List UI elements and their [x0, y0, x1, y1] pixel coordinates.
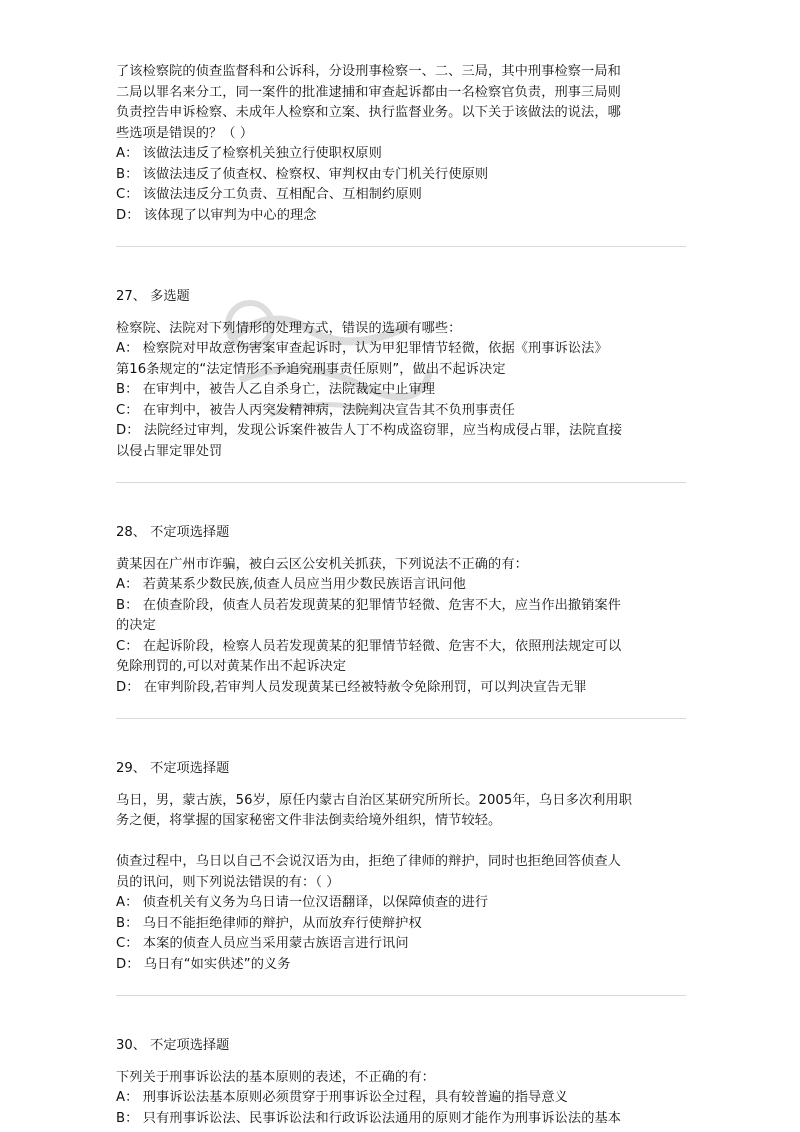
question-28	[116, 523, 686, 698]
option-b: B： 在侦查阶段，侦查人员若发现黄某的犯罪情节轻微、危害不大，应当作出撤销案件	[116, 597, 622, 613]
stem-line: 务之便，将掌握的国家秘密文件非法倒卖给境外组织，情节较轻。	[116, 813, 502, 828]
question-header: 28、 不定项选择题	[116, 525, 230, 540]
option-c: C： 在起诉阶段，检察人员若发现黄某的犯罪情节轻微、危害不大，依照刑法规定可以	[116, 638, 622, 654]
stem-line: 乌日，男，蒙古族，56岁，原任内蒙古自治区某研究所所长。2005年，乌日多次利用职	[116, 792, 633, 808]
option-d: D： 在审判阶段,若审判人员发现黄某已经被特赦令免除刑罚，可以判决宣告无罪	[116, 679, 587, 695]
option-a: A： 该做法违反了检察机关独立行使职权原则	[116, 146, 382, 161]
option-c-cont: 免除刑罚的,可以对黄某作出不起诉决定	[116, 659, 347, 674]
option-b: B： 乌日不能拒绝律师的辩护，从而放弃行使辩护权	[116, 915, 422, 931]
option-d: D： 法院经过审判，发现公诉案件被告人丁不构成盗窃罪，应当构成侵占罪，法院直接	[116, 423, 623, 438]
option-b: B： 只有刑事诉讼法、民事诉讼法和行政诉讼法通用的原则才能作为刑事诉讼法的基本	[116, 1110, 622, 1126]
option-b: B： 在审判中，被告人乙自杀身亡，法院裁定中止审理	[116, 382, 436, 397]
stem-line: 员的讯问，则下列说法错误的有：（ ）	[116, 874, 340, 890]
question-26-continuation	[116, 62, 686, 226]
stem-line: 检察院、法院对下列情形的处理方式，错误的选项有哪些：	[116, 320, 462, 336]
option-b: B： 该做法违反了侦查权、检察权、审判权由专门机关行使原则	[116, 166, 489, 182]
option-b-cont: 的决定	[116, 618, 156, 633]
question-30	[116, 1036, 686, 1129]
question-header: 27、 多选题	[116, 289, 190, 304]
stem-line: 二局以罪名来分工，同一案件的批准逮捕和审查起诉都由一名检察官负责，刑事三局则	[116, 84, 621, 100]
option-a: A： 若黄某系少数民族,侦查人员应当用少数民族语言讯问他	[116, 577, 466, 592]
question-29	[116, 759, 686, 975]
option-c: C： 该做法违反分工负责、互相配合、互相制约原则	[116, 187, 422, 202]
option-c: C： 本案的侦查人员应当采用蒙古族语言进行讯问	[116, 936, 409, 951]
option-c: C： 在审判中，被告人丙突发精神病，法院判决宣告其不负刑事责任	[116, 402, 515, 418]
stem-line: 侦查过程中，乌日以自己不会说汉语为由，拒绝了律师的辩护，同时也拒绝回答侦查人	[116, 854, 621, 869]
question-header: 30、 不定项选择题	[116, 1038, 230, 1053]
stem-line: 黄某因在广州市诈骗，被白云区公安机关抓获，下列说法不正确的有：	[116, 556, 528, 572]
stem-line: 下列关于刑事诉讼法的基本原则的表述，不正确的有：	[116, 1069, 435, 1085]
option-d-cont: 以侵占罪定罪处罚	[116, 443, 223, 459]
question-27	[116, 287, 686, 462]
question-header: 29、 不定项选择题	[116, 761, 230, 776]
stem-line: 了该检察院的侦查监督科和公诉科，分设刑事检察一、二、三局，其中刑事检察一局和	[116, 64, 621, 79]
option-a-cont: 第16条规定的“法定情形不予追究刑事责任原则”，做出不起诉决定	[116, 361, 506, 377]
option-a: A： 检察院对甲故意伤害案审查起诉时，认为甲犯罪情节轻微，依据《刑事诉讼法》	[116, 341, 608, 356]
option-d: D： 乌日有“如实供述”的义务	[116, 956, 291, 972]
document-page	[116, 62, 686, 1129]
option-d: D： 该体现了以审判为中心的理念	[116, 207, 317, 223]
option-a: A： 侦查机关有义务为乌日请一位汉语翻译，以保障侦查的进行	[116, 895, 489, 910]
stem-line: 些选项是错误的？（ ）	[116, 125, 254, 141]
option-a: A： 刑事诉讼法基本原则必须贯穿于刑事诉讼全过程，具有较普遍的指导意义	[116, 1090, 568, 1105]
stem-line: 负责控告申诉检察、未成年人检察和立案、执行监督业务。以下关于该做法的说法，哪	[116, 105, 621, 120]
